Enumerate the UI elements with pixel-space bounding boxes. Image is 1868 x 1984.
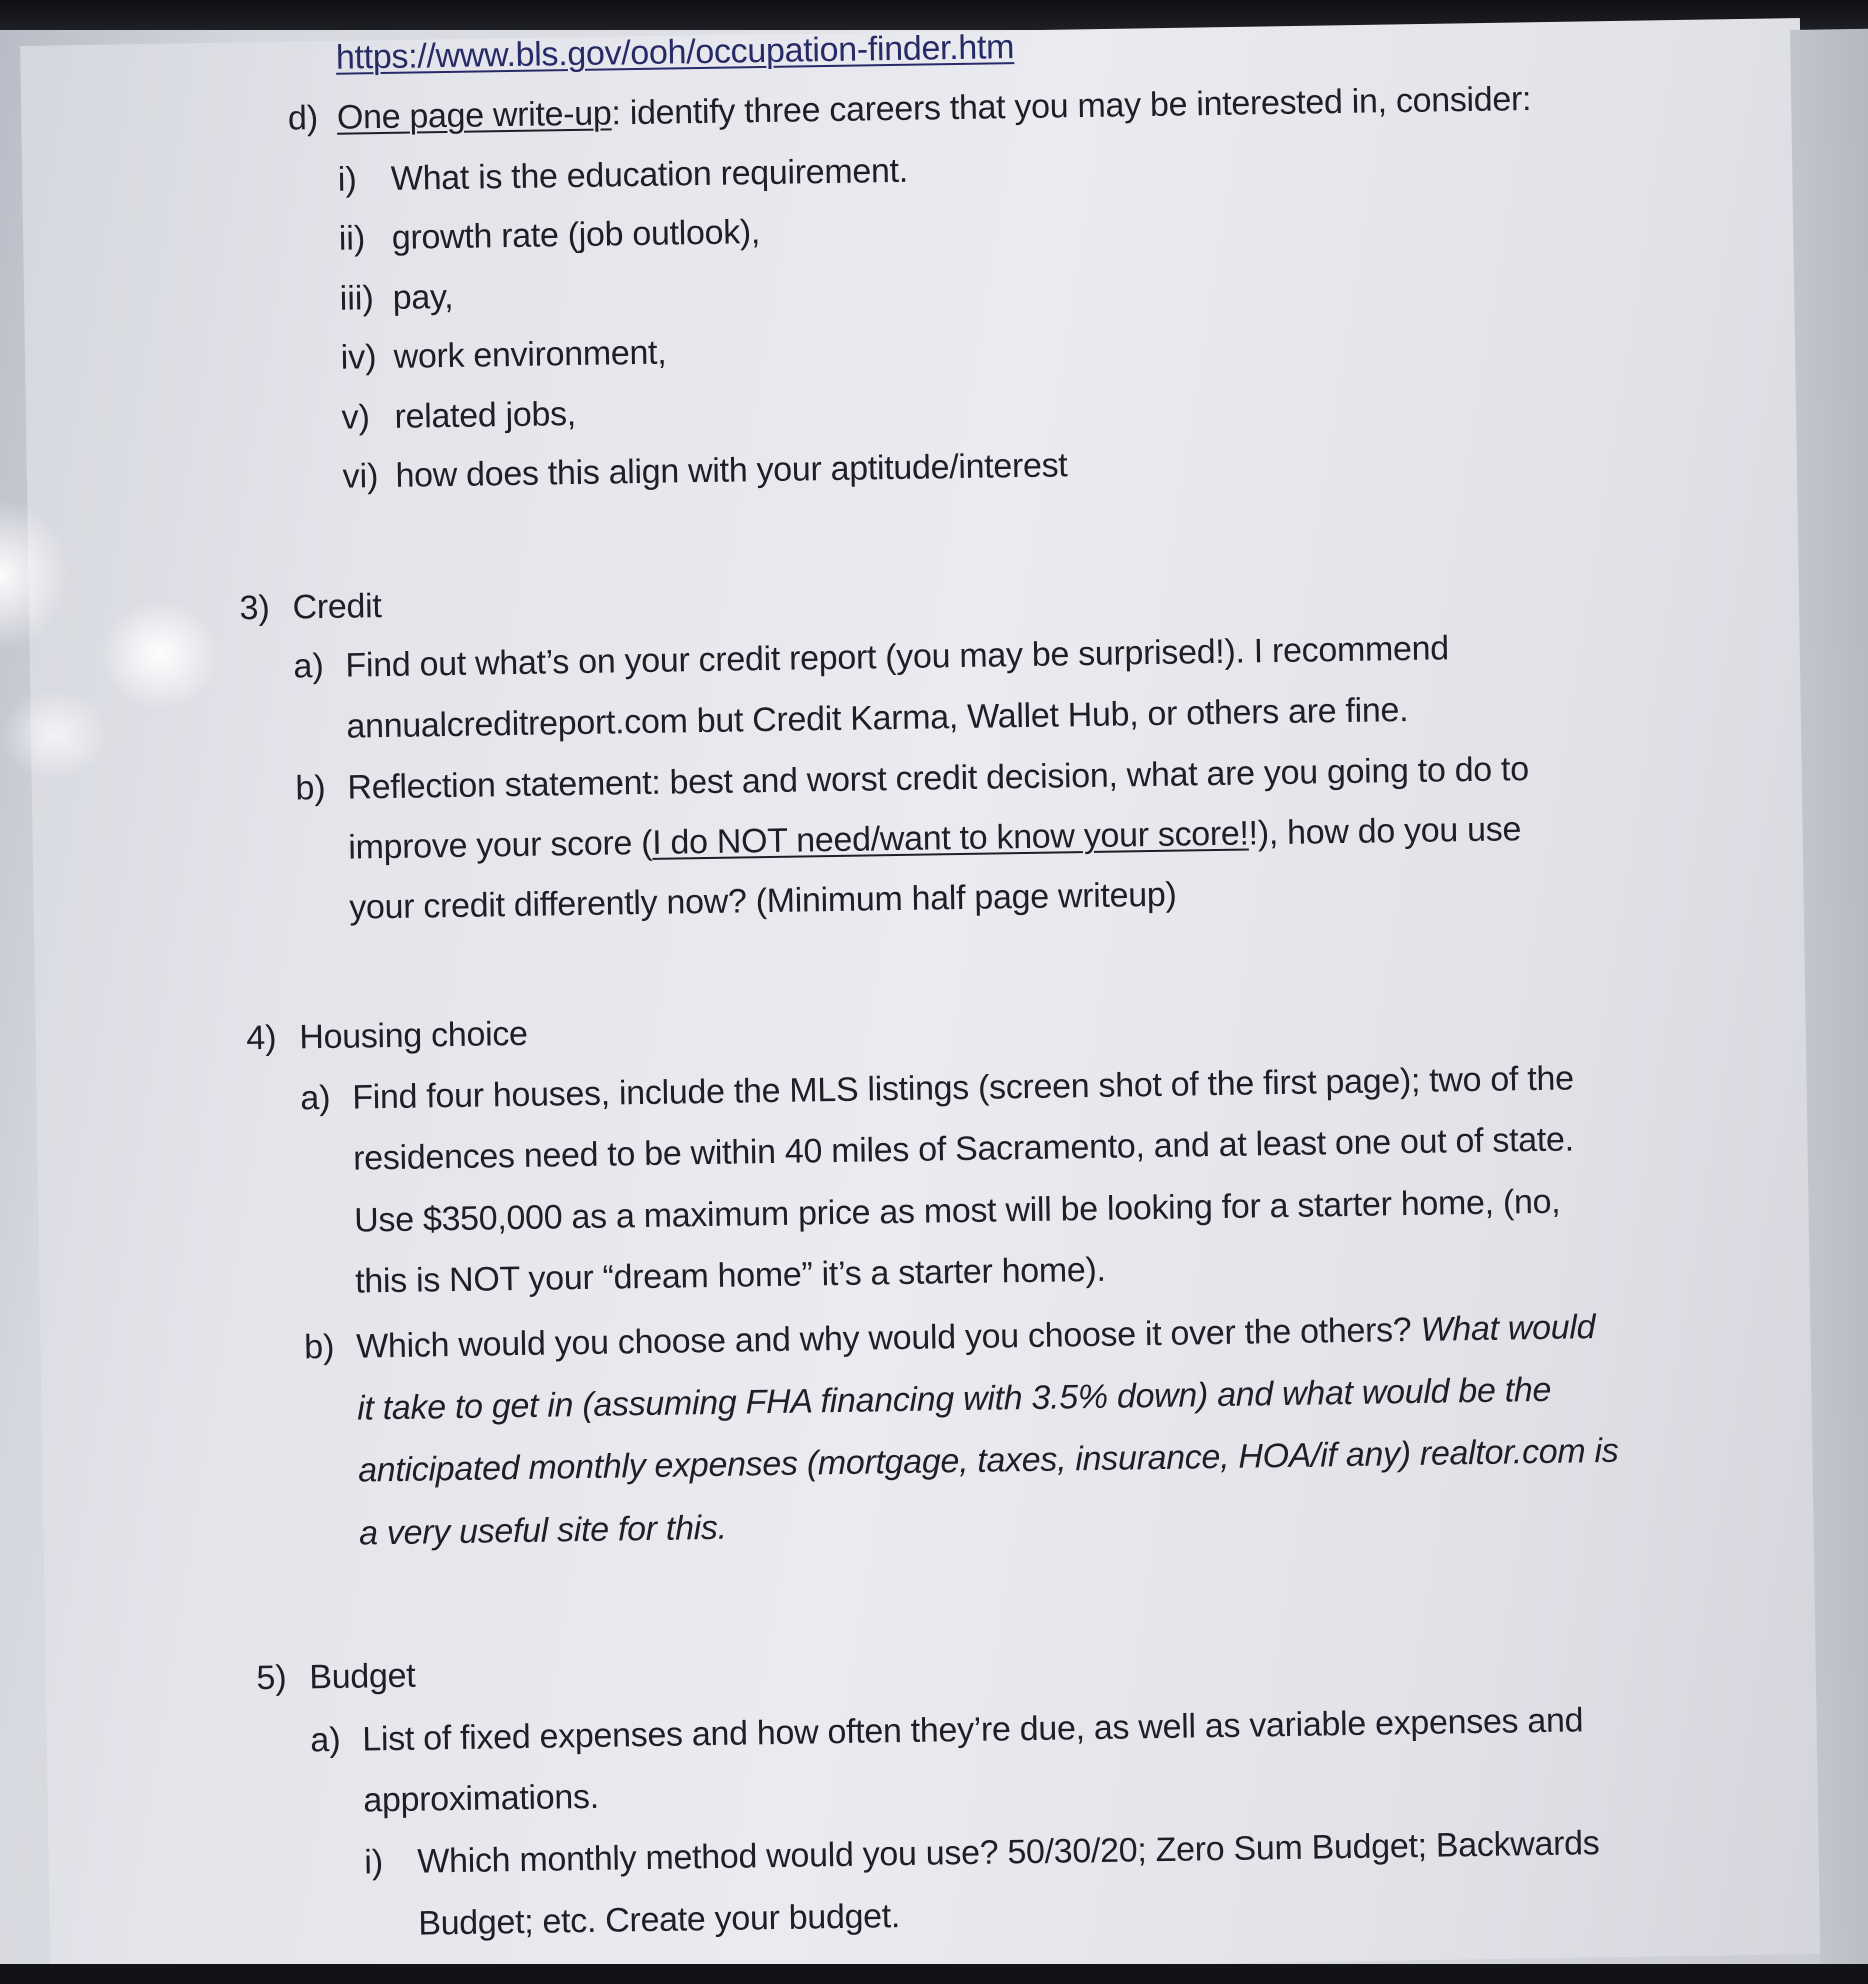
credit-a-line-1: Find out what’s on your credit report (you may be surprised!). I recommend xyxy=(345,629,1450,685)
housing-b-line-2: it take to get in (assuming FHA financing with 3.5% down) and what would be the xyxy=(356,1370,1552,1428)
item-d-text xyxy=(337,77,1532,140)
section-credit-title: Credit xyxy=(292,587,382,627)
budget-i-line-2: Budget; etc. Create your budget. xyxy=(417,1897,901,1943)
housing-a-line-4: this is NOT your “dream home” it’s a starter home). xyxy=(354,1250,1106,1301)
credit-b-line-1: Reflection statement: best and worst credit decision, what are you going to do to xyxy=(347,750,1530,807)
budget-a-marker: a) xyxy=(310,1720,341,1760)
list-item-work-environment: work environment, xyxy=(393,333,667,376)
section-housing-title: Housing choice xyxy=(299,1014,528,1057)
list-item-marker: vi) xyxy=(342,457,379,496)
section-5-marker: 5) xyxy=(256,1658,287,1698)
list-item-education: What is the education requirement. xyxy=(390,151,909,198)
section-3-marker: 3) xyxy=(239,588,271,628)
item-d-marker: d) xyxy=(287,99,319,138)
list-item-aptitude: how does this align with your aptitude/interest xyxy=(395,446,1068,495)
list-item-marker: v) xyxy=(341,398,371,437)
credit-b-marker: b) xyxy=(295,768,326,808)
item-d-description: : identify three careers that you may be interested in, consider: xyxy=(611,79,1532,133)
housing-b-line-3: anticipated monthly expenses (mortgage, taxes, insurance, HOA/if any) realtor.com is xyxy=(357,1431,1619,1490)
housing-b-marker: b) xyxy=(303,1327,335,1367)
credit-b-line-2 xyxy=(348,807,1521,869)
housing-a-marker: a) xyxy=(299,1078,331,1118)
housing-b-line-1-pre: Which would you choose and why would you choose it over the others? xyxy=(355,1310,1421,1366)
list-item-marker: iii) xyxy=(339,279,375,318)
screen-bezel-bottom xyxy=(0,1964,1868,1984)
housing-a-line-1: Find four houses, include the MLS listings (screen shot of the first page); two of the xyxy=(351,1059,1574,1117)
budget-i-line-1: Which monthly method would you use? 50/30/20; Zero Sum Budget; Backwards xyxy=(416,1824,1600,1881)
do-not-need-score-note: I do NOT need/want to know your score! xyxy=(651,814,1249,862)
housing-b-line-1-italic: What would xyxy=(1420,1308,1596,1349)
credit-b-line-3: your credit differently now? (Minimum half page writeup) xyxy=(349,875,1177,927)
budget-a-line-1: List of fixed expenses and how often they’re due, as well as variable expenses and xyxy=(362,1701,1584,1759)
occupation-finder-link[interactable]: https://www.bls.gov/ooh/occupation-finder.htm xyxy=(335,28,1015,77)
housing-b-line-4: a very useful site for this. xyxy=(358,1508,728,1553)
list-item-marker: iv) xyxy=(340,338,377,377)
list-item-marker: i) xyxy=(337,160,358,199)
credit-b-line-2-post: !), how do you use xyxy=(1248,810,1522,853)
credit-a-line-2: annualcreditreport.com but Credit Karma, Wallet Hub, or others are fine. xyxy=(346,690,1409,746)
budget-i-marker: i) xyxy=(364,1843,384,1882)
section-budget-title: Budget xyxy=(309,1656,416,1697)
list-item-marker: ii) xyxy=(338,219,366,258)
housing-b-line-1 xyxy=(356,1305,1596,1368)
list-item-growth-rate: growth rate (job outlook), xyxy=(391,213,761,257)
list-item-related-jobs: related jobs, xyxy=(394,395,577,436)
housing-a-line-3: Use $350,000 as a maximum price as most will be looking for a starter home, (no, xyxy=(353,1182,1561,1240)
section-4-marker: 4) xyxy=(246,1018,277,1058)
credit-b-line-2-pre: improve your score ( xyxy=(348,823,653,867)
budget-a-line-2: approximations. xyxy=(363,1777,600,1820)
housing-a-line-2: residences need to be within 40 miles of Sacramento, and at least one out of state. xyxy=(352,1120,1575,1178)
list-item-pay: pay, xyxy=(392,277,454,317)
one-page-write-up-label: One page write-up xyxy=(336,94,612,137)
credit-a-marker: a) xyxy=(293,646,325,686)
